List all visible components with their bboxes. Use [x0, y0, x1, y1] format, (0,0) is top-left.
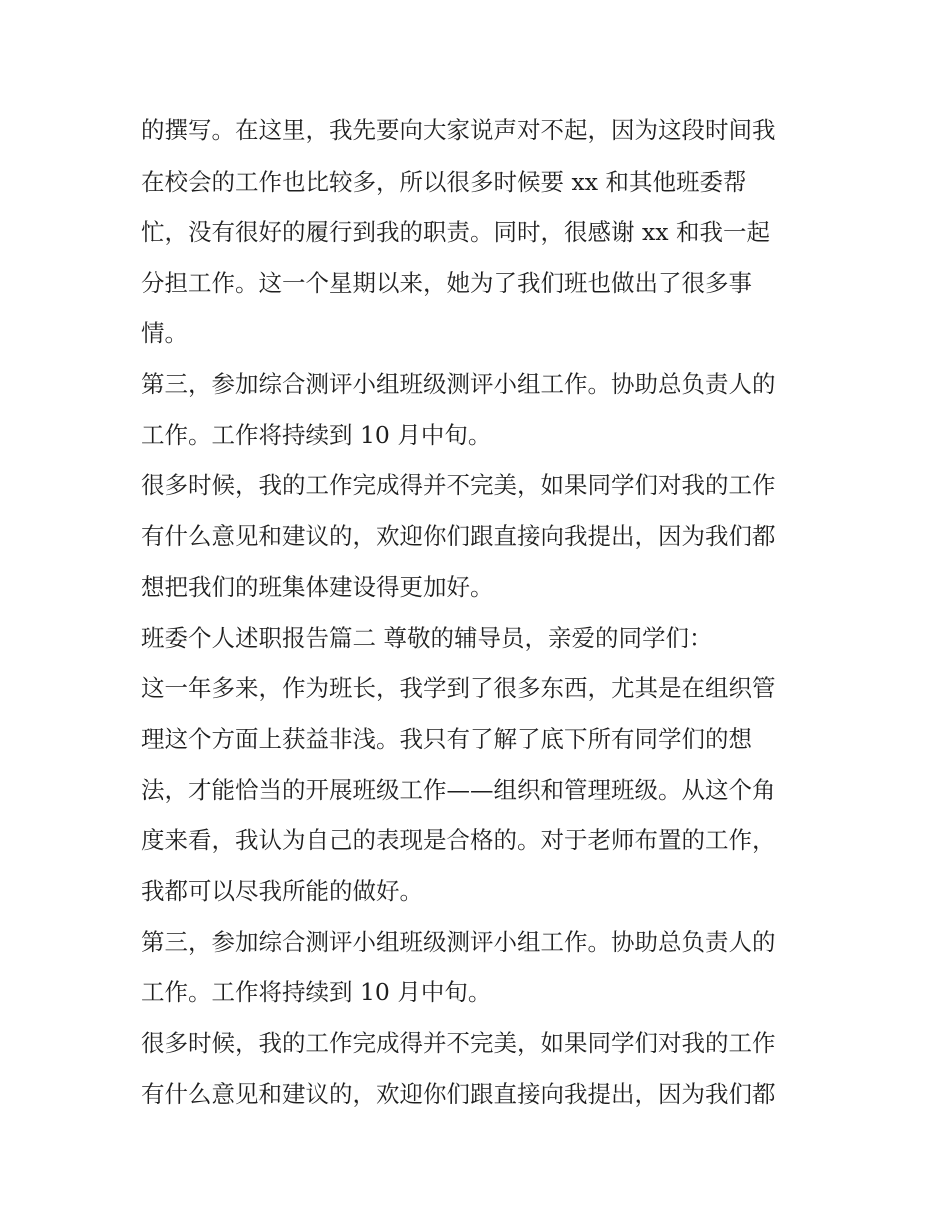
text-line: 我都可以尽我所能的做好。	[141, 877, 423, 905]
text-line: 的撰写。在这里，我先要向大家说声对不起，因为这段时间我	[141, 116, 776, 144]
text-line: 工作。工作将持续到 10 月中旬。	[141, 421, 492, 449]
text-line: 法，才能恰当的开展班级工作——组织和管理班级。从这个角	[141, 776, 776, 804]
text-line: 很多时候，我的工作完成得并不完美，如果同学们对我的工作	[141, 1029, 776, 1057]
text-line: 情。	[141, 319, 188, 347]
text-line: 这一年多来，作为班长，我学到了很多东西，尤其是在组织管	[141, 674, 776, 702]
text-line: 分担工作。这一个星期以来，她为了我们班也做出了很多事	[141, 269, 752, 297]
text-line: 第三，参加综合测评小组班级测评小组工作。协助总负责人的	[141, 928, 776, 956]
text-line: 忙，没有很好的履行到我的职责。同时，很感谢 xx 和我一起	[141, 218, 770, 246]
text-line: 在校会的工作也比较多，所以很多时候要 xx 和其他班委帮	[141, 168, 747, 196]
text-line: 有什么意见和建议的，欢迎你们跟直接向我提出，因为我们都	[141, 1080, 776, 1108]
text-line: 理这个方面上获益非浅。我只有了解了底下所有同学们的想	[141, 725, 752, 753]
section-heading: 班委个人述职报告篇二 尊敬的辅导员，亲爱的同学们：	[141, 624, 713, 652]
text-line: 第三，参加综合测评小组班级测评小组工作。协助总负责人的	[141, 370, 776, 398]
text-line: 有什么意见和建议的，欢迎你们跟直接向我提出，因为我们都	[141, 522, 776, 550]
text-line: 度来看，我认为自己的表现是合格的。对于老师布置的工作，	[141, 826, 776, 854]
text-line: 想把我们的班集体建设得更加好。	[141, 573, 494, 601]
text-line: 很多时候，我的工作完成得并不完美，如果同学们对我的工作	[141, 471, 776, 499]
text-line: 工作。工作将持续到 10 月中旬。	[141, 978, 492, 1006]
